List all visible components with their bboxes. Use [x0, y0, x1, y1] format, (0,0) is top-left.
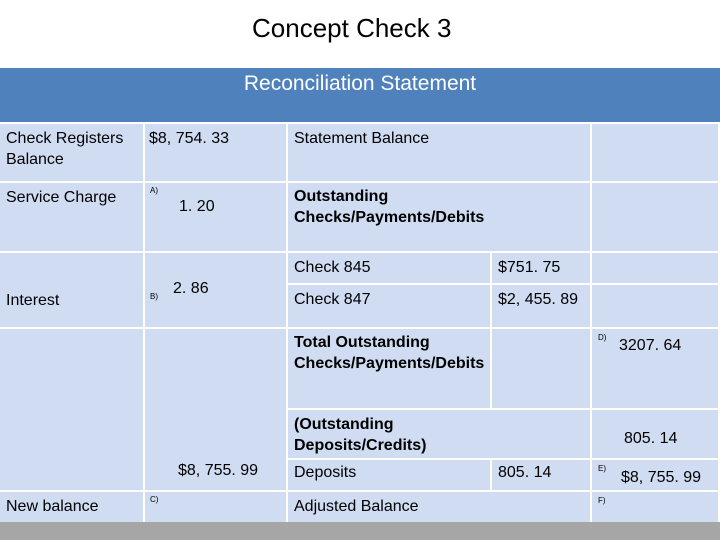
check-847-label: Check 847 — [288, 285, 490, 327]
outstanding-extra-cell — [592, 183, 718, 251]
statement-extra-cell — [592, 124, 718, 181]
total-outstanding-mid-cell — [492, 329, 590, 408]
outstanding-deposits-label: (Outstanding Deposits/Credits) — [288, 410, 590, 458]
check-register-value: $8, 754. 33 — [145, 124, 286, 181]
check-847-value: $2, 455. 89 — [492, 285, 590, 327]
total-outstanding-value: 3207. 64 — [619, 337, 682, 354]
adjusted-balance-cell — [592, 492, 718, 522]
check-845-extra-cell — [592, 253, 718, 283]
check-845-label: Check 845 — [288, 253, 490, 283]
bottom-bar — [0, 522, 720, 540]
marker-a: A) — [150, 186, 158, 195]
service-charge-value: 1. 20 — [179, 198, 215, 215]
interest-value: 2. 86 — [173, 280, 209, 297]
new-balance-cell — [145, 492, 286, 522]
subtotal-value: $8, 755. 99 — [178, 462, 259, 479]
marker-e: E) — [598, 464, 606, 473]
page-title: Concept Check 3 — [252, 13, 452, 43]
adjusted-balance-label: Adjusted Balance — [288, 492, 590, 522]
outstanding-label: Outstanding Checks/Payments/Debits — [288, 183, 590, 251]
marker-d: D) — [598, 333, 607, 342]
check-register-label: Check Registers Balance — [0, 124, 143, 181]
interest-cell — [145, 253, 286, 327]
subtitle: Reconciliation Statement — [243, 72, 477, 95]
check-845-value: $751. 75 — [492, 253, 590, 283]
new-balance-label: New balance — [0, 492, 143, 522]
deposits-result-value: $8, 755. 99 — [621, 469, 702, 486]
deposits-label: Deposits — [288, 460, 490, 490]
deposits-value: 805. 14 — [492, 460, 590, 490]
marker-f: F) — [598, 496, 606, 505]
interest-label: Interest — [0, 253, 143, 327]
service-charge-label: Service Charge — [0, 183, 143, 251]
check-847-extra-cell — [592, 285, 718, 327]
marker-b: B) — [150, 292, 158, 301]
outstanding-deposits-value: 805. 14 — [624, 430, 678, 447]
total-outstanding-label: Total Outstanding Checks/Payments/Debits — [288, 329, 490, 408]
marker-c: C) — [150, 495, 159, 504]
statement-balance-label: Statement Balance — [288, 124, 590, 181]
service-charge-cell — [145, 183, 286, 251]
left-blank-cell — [0, 329, 143, 490]
